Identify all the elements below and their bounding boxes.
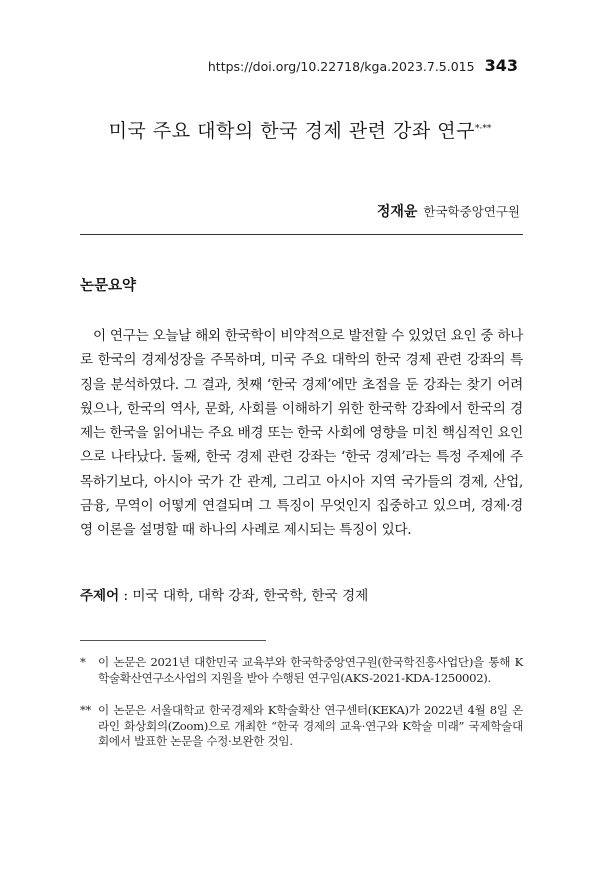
author-name: 정재윤: [376, 204, 418, 220]
footnote-2-mark: **: [80, 703, 91, 717]
header-divider: [80, 234, 523, 235]
paper-title: [0, 116, 600, 143]
footnote-divider: [80, 640, 266, 641]
abstract-body: 이 연구는 오늘날 해외 한국학이 비약적으로 발전할 수 있었던 요인 중 하나로 한국의 경제성장을 주목하며, 미국 주요 대학의 한국 경제 관련 강좌의 특징을 분석하였다. 그 결과, 첫째 ‘한국 경제’에만 초점을 둔 강좌는 찾기 어려웠으나, 한국의 역사, 문화, 사회를 이해하기 위한 한국학 강좌에서 한국의 경제는 한국을 읽어내는 주요 배경 또는 한국 사회에 영향을 미친 핵심적인 요인으로 나타났다. 둘째, 한국 경제 관련 강좌는 ‘한국 경제’라는 특정 주제에 주목하기보다, 아시아 국가 간 관계, 그리고 아시아 지역 국가들의 경제, 산업, 금융, 무역이 어떻게 연결되며 그 특징이 무엇인지 집중하고 있으며, 경제·경영 이론을 설명할 때 하나의 사례로 제시되는 특징이 있다.: [80, 328, 523, 539]
running-header: [208, 56, 518, 75]
title-footnote-marks[interactable]: *·**: [474, 124, 492, 134]
keywords-label: 주제어: [80, 588, 120, 604]
keywords-separator: :: [119, 588, 133, 604]
footnote-1-mark: *: [80, 655, 86, 669]
abstract-heading: 논문요약: [80, 278, 137, 294]
keywords-line: [80, 584, 368, 604]
footnote-2-text: 이 논문은 서울대학교 한국경제와 K학술확산 연구센터(KEKA)가 2022년 4월 8일 온라인 화상회의(Zoom)으로 개최한 “한국 경제의 교육·연구와 K학술 미래” 국제학술대회에서 발표한 논문을 수정·보완한 것임.: [98, 703, 523, 749]
footnote-2: [80, 703, 523, 750]
author-block: [377, 201, 520, 221]
paper-title-text: 미국 주요 대학의 한국 경제 관련 강좌 연구: [108, 120, 475, 142]
page-number: 343: [484, 56, 518, 75]
keywords-text: 미국 대학, 대학 강좌, 한국학, 한국 경제: [132, 588, 369, 604]
footnote-1: [80, 655, 523, 686]
author-affiliation: 한국학중앙연구원: [423, 204, 520, 219]
footnote-1-text: 이 논문은 2021년 대한민국 교육부와 한국학중앙연구원(한국학진흥사업단)을 통해 K학술확산연구소사업의 지원을 받아 수행된 연구임(AKS-2021-KDA-1250002).: [98, 655, 523, 685]
doi-link[interactable]: https://doi.org/10.22718/kga.2023.7.5.015: [207, 59, 475, 74]
